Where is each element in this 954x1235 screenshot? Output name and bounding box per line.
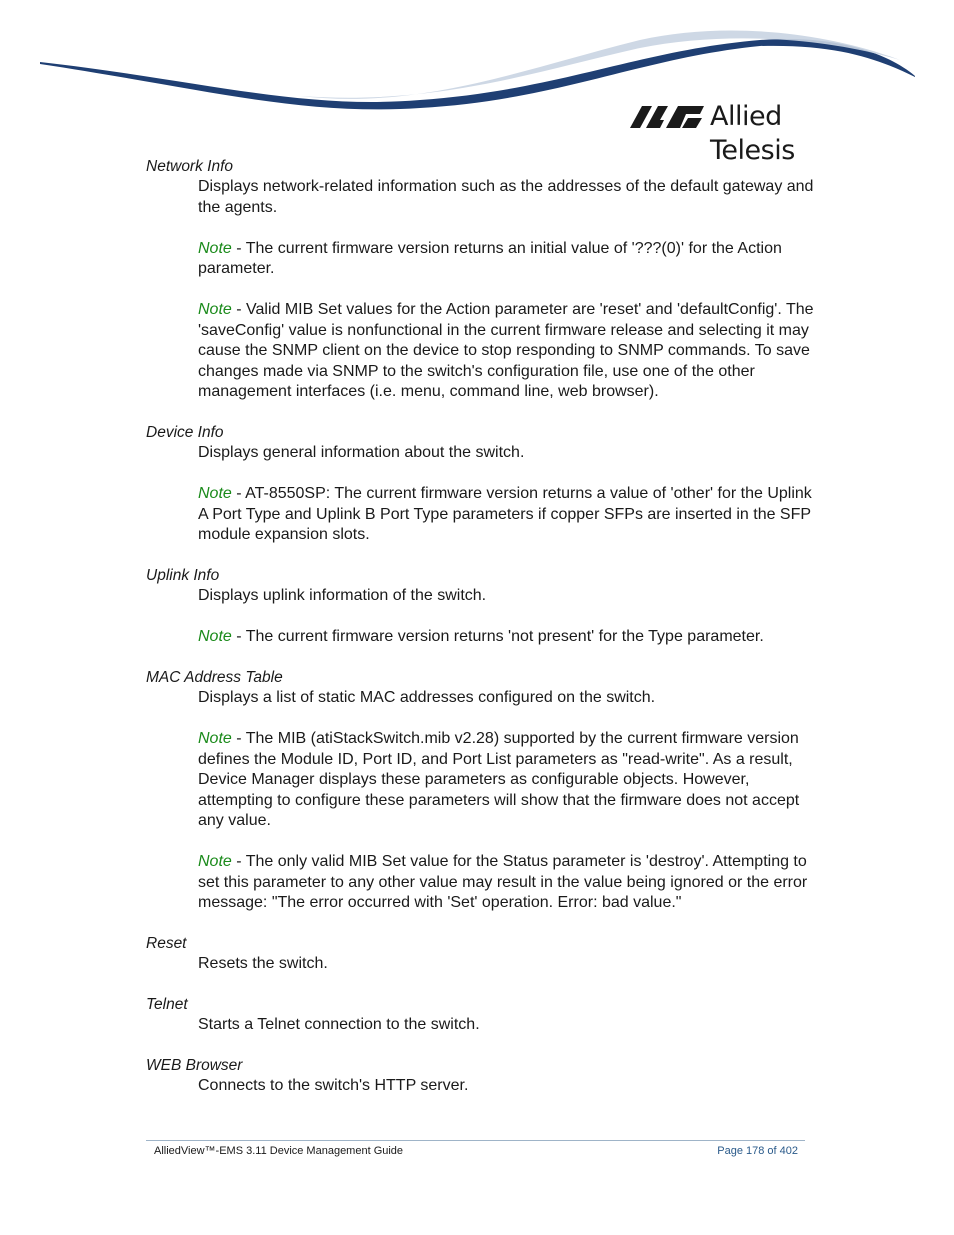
note-paragraph: [198, 239, 816, 280]
description-paragraph: [198, 1015, 816, 1036]
paragraph-text: Displays uplink information of the switch.: [198, 587, 487, 604]
note-paragraph: [198, 852, 816, 914]
section-term: Network Info: [146, 158, 234, 175]
section-term: MAC Address Table: [146, 669, 283, 686]
note-paragraph: [198, 300, 816, 403]
note-paragraph: [198, 627, 816, 648]
note-label: Note: [198, 485, 232, 502]
paragraph-text: Resets the switch.: [198, 955, 328, 972]
paragraph-text: - Valid MIB Set values for the Action parameter are 'reset' and 'defaultConfig'. The 'saveConfig' value is nonfunctional in the current firmware release and selecting it may cause the SNMP client on the device to stop responding to SNMP commands. To save changes made via SNMP to the switch's configuration file, use one of the other management interfaces (i.e. menu, command line, web browser).: [198, 301, 814, 400]
section-term: Device Info: [146, 424, 224, 441]
section-description: [198, 586, 816, 648]
section-description: [198, 954, 816, 975]
paragraph-text: Connects to the switch's HTTP server.: [198, 1077, 469, 1094]
note-label: Note: [198, 628, 232, 645]
footer-guide-title: AlliedView™-EMS 3.11 Device Management Guide: [154, 1145, 404, 1157]
paragraph-text: Displays network-related information such as the addresses of the default gateway and the agents.: [198, 178, 814, 216]
paragraph-text: - The current firmware version returns an initial value of '???(0)' for the Action parameter.: [198, 239, 782, 277]
document-body: [146, 157, 816, 1097]
footer-page-label: Page 178 of 402: [717, 1145, 798, 1157]
description-paragraph: [198, 177, 816, 218]
logo-text: Allied Telesis: [710, 101, 795, 166]
paragraph-text: - The only valid MIB Set value for the Status parameter is 'destroy'. Attempting to set this parameter to any other value may result in the value being ignored or the error message: "The error occurred with 'Set' operation. Error: bad value.": [198, 853, 808, 911]
section-term: Reset: [146, 935, 187, 952]
description-paragraph: [198, 954, 816, 975]
section-term: WEB Browser: [146, 1057, 243, 1074]
paragraph-text: - The current firmware version returns 'not present' for the Type parameter.: [231, 628, 764, 645]
note-label: Note: [198, 239, 232, 257]
note-label: Note: [198, 853, 232, 870]
section-description: [198, 688, 816, 914]
paragraph-text: Displays a list of static MAC addresses configured on the switch.: [198, 689, 656, 706]
paragraph-text: Displays general information about the switch.: [198, 444, 525, 461]
note-paragraph: [198, 729, 816, 832]
section-description: [198, 443, 816, 546]
paragraph-text: - The MIB (atiStackSwitch.mib v2.28) supported by the current firmware version defines the Module ID, Port ID, and Port List parameters as "read-write". As a result, Device Manager displays these parameters as configurable objects. However, attempting to configure these parameters will show that the firmware does not accept any value.: [198, 730, 800, 829]
note-label: Note: [198, 730, 232, 747]
section-description: [198, 177, 816, 403]
description-paragraph: [198, 1076, 816, 1097]
paragraph-text: - AT-8550SP: The current firmware version returns a value of 'other' for the Uplink A Port Type and Uplink B Port Type parameters if copper SFPs are inserted in the SFP module expansion slots.: [198, 485, 812, 543]
description-paragraph: [198, 688, 816, 709]
note-paragraph: [198, 484, 816, 546]
description-paragraph: [198, 586, 816, 607]
section-term: Telnet: [146, 996, 188, 1013]
note-label: Note: [198, 301, 232, 318]
section-term: Uplink Info: [146, 567, 220, 584]
footer-divider: [146, 1140, 805, 1141]
allied-telesis-logo: [630, 100, 870, 166]
logo-mark-icon: [630, 100, 706, 134]
section-description: [198, 1076, 816, 1097]
paragraph-text: Starts a Telnet connection to the switch.: [198, 1016, 480, 1033]
description-paragraph: [198, 443, 816, 464]
section-description: [198, 1015, 816, 1036]
